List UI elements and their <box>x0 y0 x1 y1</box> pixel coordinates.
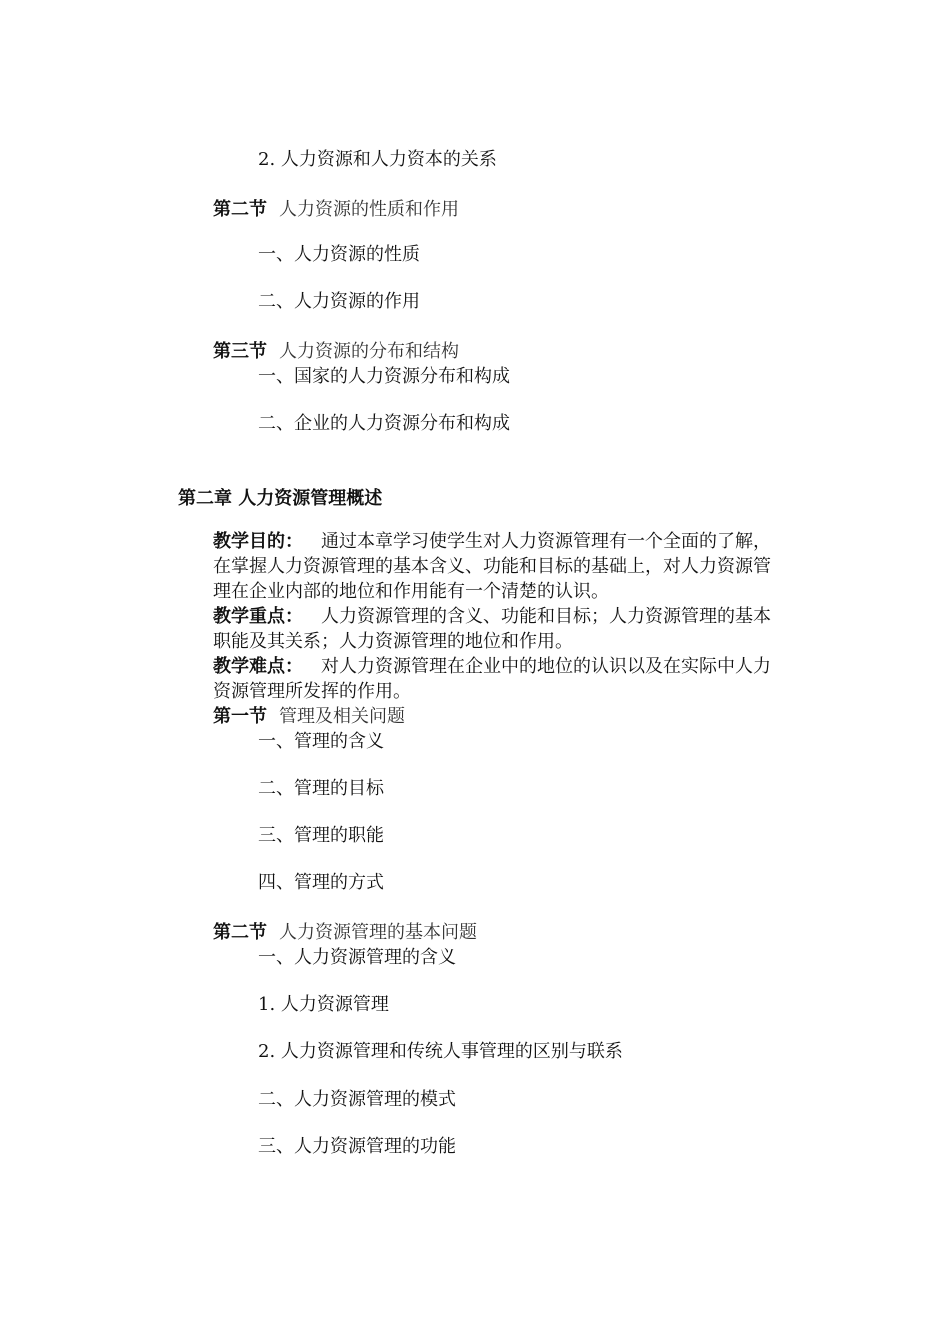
outline-item: 1. 人力资源管理 <box>258 994 389 1015</box>
section-title: 人力资源的分布和结构 <box>279 341 459 362</box>
section-title: 管理及相关问题 <box>279 706 405 727</box>
outline-item: 一、管理的含义 <box>258 731 384 752</box>
section-heading <box>213 705 405 729</box>
outline-item: 三、人力资源管理的功能 <box>258 1136 456 1157</box>
outline-item: 三、管理的职能 <box>258 825 384 846</box>
outline-item: 2. 人力资源和人力资本的关系 <box>258 149 497 170</box>
difficulty-text: 对人力资源管理在企业中的地位的认识以及在实际中人力资源管理所发挥的作用。 <box>213 656 771 702</box>
section-label: 第二节 <box>213 199 267 220</box>
section-label: 第三节 <box>213 341 267 362</box>
teaching-difficulty <box>213 654 773 704</box>
section-label: 第一节 <box>213 706 267 727</box>
section-heading <box>213 921 477 945</box>
outline-item: 一、人力资源管理的含义 <box>258 947 456 968</box>
purpose-text: 通过本章学习使学生对人力资源管理有一个全面的了解，在掌握人力资源管理的基本含义、功能和目标的基础上，对人力资源管理在企业内部的地位和作用能有一个清楚的认识。 <box>213 531 771 602</box>
difficulty-label: 教学难点： <box>213 656 303 677</box>
section-title: 人力资源的性质和作用 <box>279 199 459 220</box>
focus-label: 教学重点： <box>213 606 303 627</box>
section-label: 第二节 <box>213 922 267 943</box>
outline-item: 四、管理的方式 <box>258 872 384 893</box>
outline-item: 一、人力资源的性质 <box>258 244 420 265</box>
outline-item: 一、国家的人力资源分布和构成 <box>258 366 510 387</box>
section-heading <box>213 198 459 222</box>
outline-item: 二、管理的目标 <box>258 778 384 799</box>
outline-item: 2. 人力资源管理和传统人事管理的区别与联系 <box>258 1041 623 1062</box>
purpose-label: 教学目的： <box>213 531 303 552</box>
focus-text: 人力资源管理的含义、功能和目标；人力资源管理的基本职能及其关系；人力资源管理的地位和作用。 <box>213 606 771 652</box>
outline-item: 二、人力资源管理的模式 <box>258 1089 456 1110</box>
outline-item: 二、人力资源的作用 <box>258 291 420 312</box>
teaching-purpose <box>213 529 773 604</box>
chapter-title: 第二章 人力资源管理概述 <box>178 488 383 509</box>
section-heading <box>213 340 459 364</box>
teaching-focus <box>213 604 773 654</box>
section-title: 人力资源管理的基本问题 <box>279 922 477 943</box>
outline-item: 二、企业的人力资源分布和构成 <box>258 413 510 434</box>
